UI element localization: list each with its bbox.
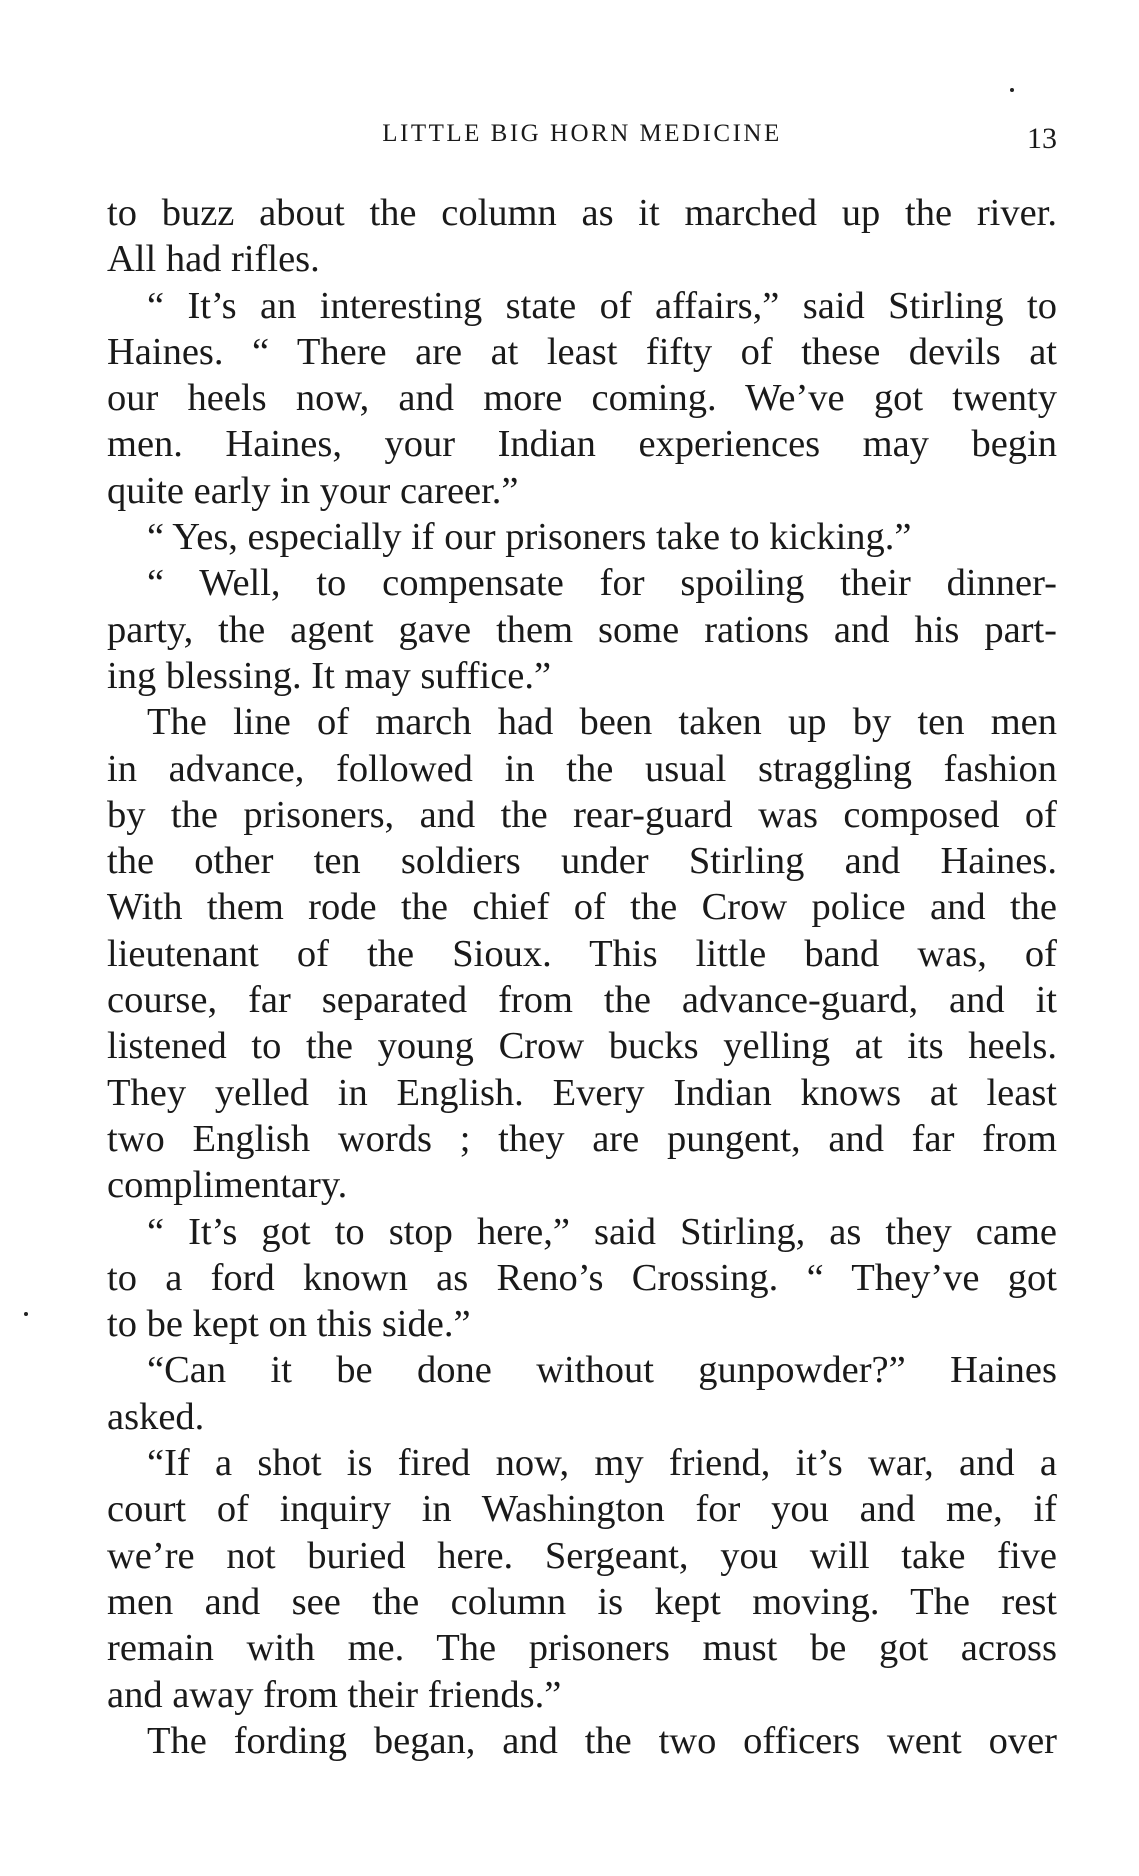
text-line: asked.	[107, 1395, 205, 1438]
running-head	[107, 118, 1057, 158]
text-line: quite early in your career.”	[107, 469, 519, 512]
ink-speck	[1010, 88, 1014, 92]
text-line: to a ford known as Reno’s Crossing. “ They’ve got	[107, 1256, 1057, 1299]
text-line: “ Well, to compensate for spoiling their dinner-	[147, 562, 1057, 605]
text-line: and away from their friends.”	[107, 1673, 562, 1716]
text-line: With them rode the chief of the Crow police and the	[107, 886, 1057, 929]
text-line: “If a shot is fired now, my friend, it’s war, and a	[147, 1442, 1057, 1485]
text-line: party, the agent gave them some rations and his part-	[107, 608, 1057, 651]
text-line: the other ten soldiers under Stirling and Haines.	[107, 840, 1057, 883]
text-line: listened to the young Crow bucks yelling at its heels.	[107, 1025, 1057, 1068]
text-line: “ Yes, especially if our prisoners take to kicking.”	[147, 516, 912, 559]
text-line: The line of march had been taken up by ten men	[147, 701, 1057, 744]
text-line: men. Haines, your Indian experiences may begin	[107, 423, 1057, 466]
text-line: lieutenant of the Sioux. This little band was, of	[107, 932, 1057, 975]
body-text	[107, 190, 1057, 1764]
page-number: 13	[1027, 122, 1057, 155]
text-line: to buzz about the column as it marched up the river.	[107, 192, 1057, 234]
text-line: The fording began, and the two officers went over	[147, 1719, 1057, 1762]
text-line: our heels now, and more coming. We’ve got twenty	[107, 377, 1057, 420]
text-line: “Can it be done without gunpowder?” Haines	[147, 1349, 1057, 1392]
text-line: court of inquiry in Washington for you and me, if	[107, 1488, 1057, 1531]
text-line: in advance, followed in the usual straggling fashion	[107, 747, 1057, 790]
text-line: complimentary.	[107, 1164, 348, 1207]
running-title: LITTLE BIG HORN MEDICINE	[382, 120, 782, 147]
text-line: men and see the column is kept moving. The rest	[107, 1580, 1057, 1623]
text-line: remain with me. The prisoners must be got across	[107, 1627, 1057, 1670]
text-line: two English words ; they are pungent, and far from	[107, 1117, 1057, 1160]
text-line: “ It’s got to stop here,” said Stirling, as they came	[147, 1210, 1057, 1253]
text-line: “ It’s an interesting state of affairs,” said Stirling to	[147, 284, 1057, 327]
ink-speck	[24, 1312, 28, 1316]
text-line: They yelled in English. Every Indian knows at least	[107, 1071, 1057, 1114]
text-line: ing blessing. It may suffice.”	[107, 654, 552, 697]
text-line: course, far separated from the advance-guard, and it	[107, 979, 1057, 1022]
text-line: Haines. “ There are at least fifty of these devils at	[107, 330, 1057, 373]
text-line: by the prisoners, and the rear-guard was composed of	[107, 793, 1057, 836]
text-line: we’re not buried here. Sergeant, you will take five	[107, 1534, 1057, 1577]
text-line: to be kept on this side.”	[107, 1303, 471, 1346]
text-line: All had rifles.	[107, 238, 320, 281]
